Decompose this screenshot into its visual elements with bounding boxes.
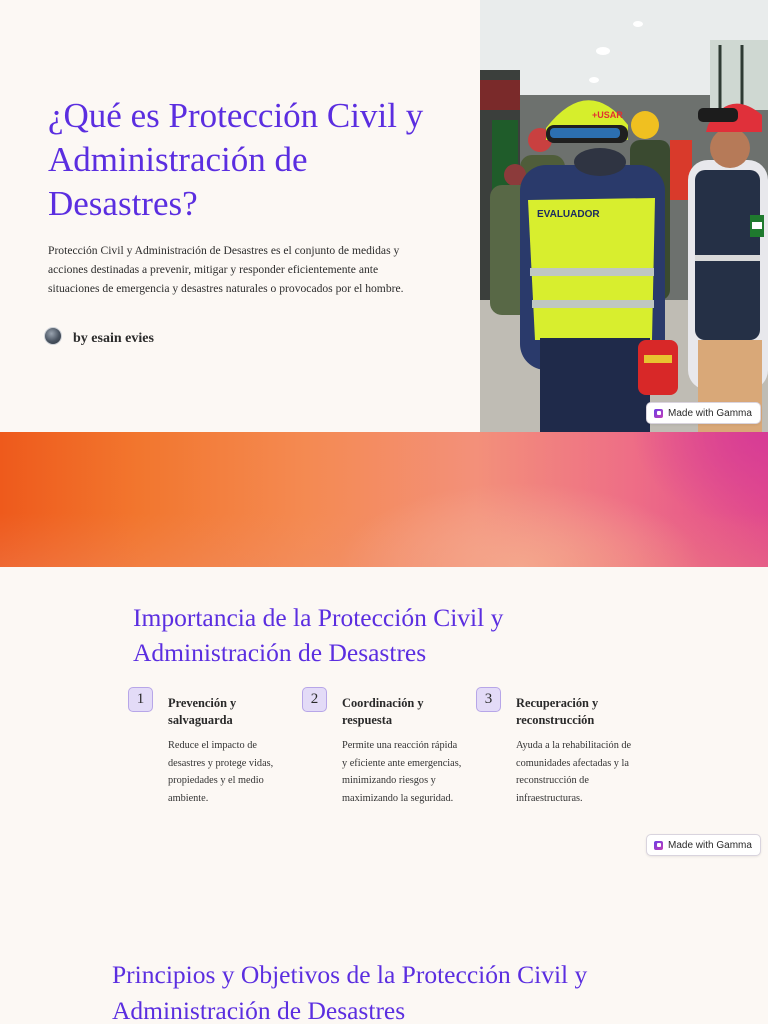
- importance-steps: [128, 687, 648, 837]
- badge-label: Made with Gamma: [668, 407, 752, 419]
- intro-description: Protección Civil y Administración de Desastres es el conjunto de medidas y acciones destinadas a prevenir, mitigar y responder eficientemente ante situaciones de emergencia y desastres naturales o provocados por el hombre.: [48, 244, 404, 295]
- step-description: Reduce el impacto de desastres y protege vidas, propiedades y el medio ambiente.: [168, 740, 274, 804]
- gamma-icon: [654, 841, 663, 850]
- principles-title: Principios y Objetivos de la Protección Civil y Administración de Desastres: [112, 960, 588, 1024]
- step-title: Prevención y salvaguarda: [168, 696, 237, 727]
- made-with-gamma-badge[interactable]: [646, 402, 761, 424]
- step-title: Recuperación y reconstrucción: [516, 696, 599, 727]
- step-description: Ayuda a la rehabilitación de comunidades afectadas y la reconstrucción de infraestructuras.: [516, 740, 632, 804]
- gamma-icon: [654, 409, 663, 418]
- intro-title: ¿Qué es Protección Civil y Administración de Desastres?: [48, 96, 424, 223]
- step-number-badge: 3: [476, 687, 501, 712]
- author-name: by esain evies: [73, 331, 154, 346]
- rescue-team-illustration: [480, 0, 768, 432]
- vest-text: EVALUADOR: [537, 209, 600, 220]
- step-number-badge: 1: [128, 687, 153, 712]
- badge-label: Made with Gamma: [668, 839, 752, 851]
- rescue-team-photo: [480, 0, 768, 432]
- author-byline: [44, 325, 154, 347]
- helmet-text: +USAR: [592, 110, 623, 120]
- slide-intro: [0, 0, 768, 432]
- step-description: Permite una reacción rápida y eficiente ante emergencias, minimizando riesgos y maximizando la seguridad.: [342, 740, 462, 804]
- avatar[interactable]: [44, 327, 62, 345]
- step-number-badge: 2: [302, 687, 327, 712]
- gradient-banner: [0, 432, 768, 567]
- step-title: Coordinación y respuesta: [342, 696, 424, 727]
- importance-title: Importancia de la Protección Civil y Administración de Desastres: [133, 603, 504, 667]
- made-with-gamma-badge[interactable]: [646, 834, 761, 856]
